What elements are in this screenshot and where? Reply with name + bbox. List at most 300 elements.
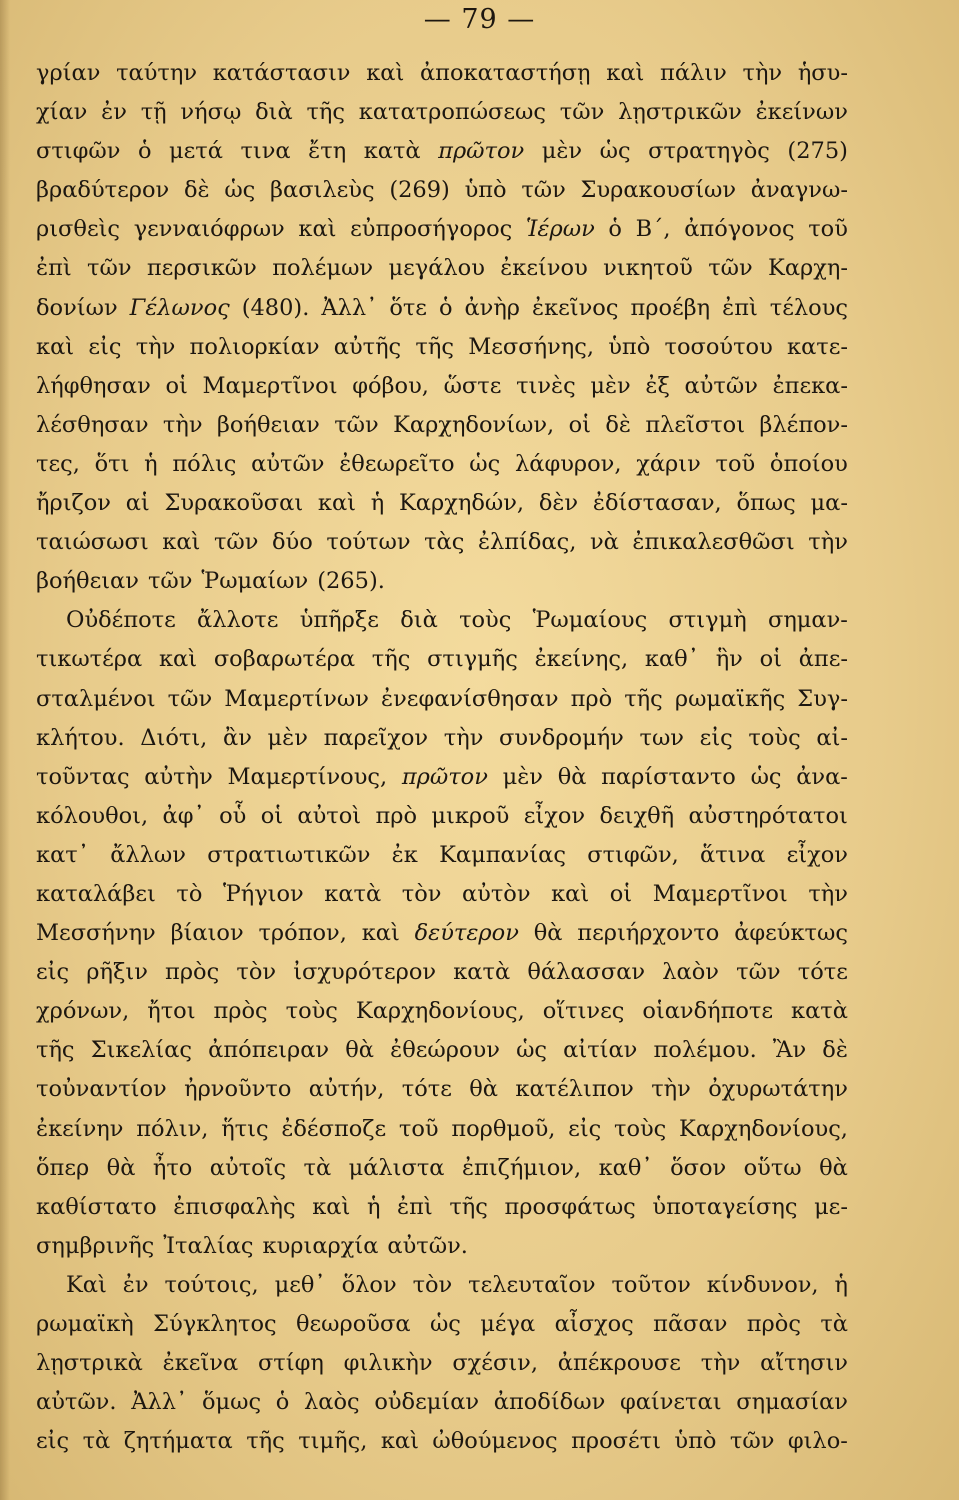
word: οἱ xyxy=(165,372,188,399)
word: μέγα xyxy=(480,1311,536,1337)
word: οἱ xyxy=(759,646,782,673)
word: αὐτῶν xyxy=(684,372,758,399)
word: Μαμερτῖνοι xyxy=(202,372,338,399)
word: τῆς xyxy=(624,685,663,712)
word: νήσῳ xyxy=(180,99,242,126)
word: μεθ᾽ xyxy=(274,1271,326,1298)
word: περιήρχοντο xyxy=(577,920,720,947)
word: τότε xyxy=(797,959,848,986)
word: φαίνεται xyxy=(619,1389,722,1416)
word: ὁποίου xyxy=(769,450,848,477)
text-line xyxy=(36,1110,848,1149)
word: τὴν xyxy=(808,880,848,907)
word: τῶν xyxy=(736,959,781,986)
word: Μαμερτῖνοι xyxy=(652,880,788,907)
word: ἤτοι xyxy=(147,998,196,1025)
word: σχέσιν, xyxy=(452,1350,538,1377)
word: κατάστασιν xyxy=(212,60,351,86)
word: αἰ- xyxy=(816,724,848,751)
word: ὅμως xyxy=(201,1389,262,1416)
word: φιλο- xyxy=(787,1428,848,1455)
word: τέλους xyxy=(769,294,848,321)
word: ἐκείνου xyxy=(500,255,588,282)
word: τοὺς xyxy=(459,607,512,634)
word: τοὺς xyxy=(614,1115,667,1142)
word: τὸν xyxy=(236,959,277,986)
word: ἐνεφανίσθησαν xyxy=(381,685,559,712)
word: αὐτῶν xyxy=(251,450,325,477)
word: θὰ xyxy=(469,1076,499,1103)
word: μάλιστα xyxy=(348,1154,445,1181)
word: Συρακουσίων xyxy=(580,177,737,204)
word: Διότι, xyxy=(140,724,208,751)
word: εὐπροσήγορος xyxy=(350,216,513,243)
word: δεύτερον xyxy=(414,920,519,947)
word: ἡσυ- xyxy=(797,60,848,86)
word: ὡς xyxy=(750,763,782,790)
word: τῶν xyxy=(521,177,566,204)
word: ἐκεῖνος xyxy=(532,294,619,321)
word: καὶ xyxy=(162,529,201,556)
word: ἐπὶ xyxy=(36,255,72,282)
word: μὲν xyxy=(590,372,631,399)
word: Καὶ xyxy=(66,1271,107,1298)
word: ὅτι xyxy=(94,450,130,477)
word: ἐκείνην xyxy=(36,1115,124,1142)
word: οἵτινες xyxy=(542,998,625,1025)
word: τῶν xyxy=(559,99,605,126)
word: τὰ xyxy=(82,1428,111,1455)
word: ἀνὴρ xyxy=(464,294,521,321)
word: καὶ xyxy=(158,646,198,673)
word: ὡς xyxy=(599,138,631,165)
word: αὐστηρότατοι xyxy=(688,802,848,829)
word: τὴν xyxy=(700,1350,741,1377)
text-line xyxy=(36,406,848,445)
word: λῃστρικὰ xyxy=(36,1350,143,1377)
word: τῶν xyxy=(147,568,193,595)
word: κατ᾽ xyxy=(36,841,89,868)
word: ἐπιζήμιον, xyxy=(461,1154,582,1181)
word: Σικελίας xyxy=(90,1037,193,1064)
word: τὴν xyxy=(443,724,484,751)
word: πρὸς xyxy=(746,1311,801,1337)
word: ἀφεύκτως xyxy=(734,920,848,947)
word: πολέμων xyxy=(272,255,374,282)
word: βοήθειαν xyxy=(36,568,139,595)
word: νὰ xyxy=(589,529,619,556)
word: ἀποκαταστήσῃ xyxy=(419,60,591,86)
word: προσέτι xyxy=(571,1428,661,1455)
word: τοὺς xyxy=(748,724,801,751)
word: Μαμερτίνους, xyxy=(227,763,388,790)
text-line xyxy=(36,601,848,640)
word: ἀναγνω- xyxy=(750,177,848,204)
word: ὁ xyxy=(275,1389,290,1416)
word: στιφῶν xyxy=(36,138,121,165)
word: καὶ xyxy=(366,60,405,86)
word: τοὺς xyxy=(285,998,338,1025)
word: τὸν xyxy=(412,1271,453,1298)
word: αἰτίαν xyxy=(563,1037,638,1064)
word: εἰς xyxy=(699,724,733,751)
word: ἐκείνων xyxy=(755,99,848,126)
word: οὗ xyxy=(219,802,247,829)
word: Σύγκλητος xyxy=(153,1311,277,1337)
word: μα- xyxy=(810,490,848,517)
word: καὶ xyxy=(551,880,590,907)
word: τῆς xyxy=(36,1037,75,1064)
word: πόλιν, xyxy=(136,1115,209,1142)
word: ὀχυρωτάτην xyxy=(708,1076,848,1103)
word: σταλμένοι xyxy=(36,685,156,712)
word: αὐτοὶ xyxy=(297,802,362,829)
word: ὑπὸ xyxy=(674,1428,717,1455)
word: αὐτήν, xyxy=(308,1076,385,1103)
word: τῆς xyxy=(371,646,411,673)
word: Ἀλλ᾽ xyxy=(131,1389,188,1416)
word: τὰ xyxy=(303,1154,332,1181)
word: Συγ- xyxy=(797,685,848,712)
word: ὅτε xyxy=(389,294,427,321)
word: τῆς xyxy=(415,333,454,360)
word: τούτοις, xyxy=(164,1271,259,1298)
word: αἶσχος xyxy=(554,1311,634,1337)
word: μικροῦ xyxy=(431,802,510,829)
word: Ῥήγιον xyxy=(222,880,304,907)
word: κατέλιπον xyxy=(515,1076,634,1103)
word: τούτων xyxy=(326,529,411,556)
word: αὐτῶν. xyxy=(387,1232,468,1259)
text-line xyxy=(36,1266,848,1305)
word: τρόπον, xyxy=(258,920,347,947)
text-line xyxy=(36,1422,848,1461)
word: καὶ xyxy=(317,490,356,517)
word: θὰ xyxy=(533,920,563,947)
word: ὑπὸ xyxy=(608,333,651,360)
word: τὸν xyxy=(401,880,442,907)
word: καθίστατο xyxy=(36,1193,157,1220)
word: οὕτω xyxy=(743,1154,802,1181)
word: δὲ xyxy=(822,1037,848,1064)
text-line xyxy=(36,1227,848,1266)
word: (480). xyxy=(241,294,310,321)
text-line xyxy=(36,93,848,132)
word: πρὸς xyxy=(165,959,220,986)
word: Ῥωμαίων xyxy=(201,568,309,595)
word: καὶ xyxy=(606,60,645,86)
word: ἤριζον xyxy=(36,490,111,517)
word: ἐθεώρουν xyxy=(390,1037,500,1064)
word: κατατροπώσεως xyxy=(358,99,546,126)
word: ἀπόπειραν xyxy=(208,1037,330,1064)
text-line xyxy=(36,797,848,836)
word: στιφῶν, xyxy=(587,841,679,868)
word: πρῶτον xyxy=(401,763,488,790)
word: (269) xyxy=(389,177,450,204)
word: δύο xyxy=(272,529,313,556)
word: καὶ xyxy=(380,1428,419,1455)
word: αὐτῆς xyxy=(333,333,402,360)
word: κίνδυνον, xyxy=(706,1271,819,1298)
word: οἱ xyxy=(568,411,591,438)
word: δὲν xyxy=(538,490,579,517)
word: ἐκ xyxy=(391,841,418,868)
word: παρεῖχον xyxy=(323,724,429,751)
word: ὁ xyxy=(608,216,622,243)
word: ἀπόγονος xyxy=(684,216,795,243)
word: στιγμῆς xyxy=(427,646,518,673)
text-line xyxy=(36,875,848,914)
word: κατὰ xyxy=(363,138,421,165)
word: ἐδίστασαν, xyxy=(592,490,722,517)
text-line xyxy=(36,1070,848,1109)
page-binding-shadow xyxy=(0,0,10,1500)
word: ρῆξιν xyxy=(86,959,148,986)
text-line xyxy=(36,914,848,953)
word: λάφυρον, xyxy=(514,450,622,477)
text-line xyxy=(36,210,848,249)
text-line xyxy=(36,562,848,601)
word: τελευταῖον xyxy=(468,1271,596,1298)
word: τινὲς xyxy=(516,372,576,399)
text-line xyxy=(36,1188,848,1227)
word: τοῦ xyxy=(715,450,756,477)
word: ὠθούμενος xyxy=(432,1428,558,1455)
word: θεωροῦσα xyxy=(295,1311,411,1337)
word: μετά xyxy=(169,138,223,165)
word: σημαν- xyxy=(767,607,848,634)
word: χρόνων, xyxy=(36,998,130,1025)
word: εἰς xyxy=(36,959,70,986)
word: ὅπως xyxy=(736,490,796,517)
word: αὐτοῖς xyxy=(209,1154,287,1181)
word: νικητοῦ xyxy=(603,255,693,282)
word: δονίων xyxy=(36,294,118,321)
word: τῇ xyxy=(140,99,167,126)
word: ὅσον xyxy=(670,1154,727,1181)
text-line xyxy=(36,992,848,1031)
text-line xyxy=(36,328,848,367)
word: πρὸς xyxy=(213,998,268,1025)
word: σοβαρωτέρα xyxy=(213,646,356,673)
word: ἐν xyxy=(122,1271,149,1298)
text-line xyxy=(36,1149,848,1188)
word: οὐδεμίαν xyxy=(374,1389,480,1416)
word: φόβου, xyxy=(352,372,429,399)
word: ἐκεῖνα xyxy=(162,1350,239,1377)
word: με- xyxy=(814,1193,848,1220)
word: Καρχηδονίων, xyxy=(393,411,555,438)
word: ἀποδίδων xyxy=(493,1389,606,1416)
word: ἐθεωρεῖτο xyxy=(339,450,455,477)
word: πόλις xyxy=(172,450,237,477)
word: Ἰταλίας xyxy=(163,1232,254,1259)
word: ρωμαϊκὴ xyxy=(36,1311,134,1337)
text-line xyxy=(36,719,848,758)
word: θὰ xyxy=(819,1154,848,1181)
word: Καμπανίας xyxy=(439,841,566,868)
word: ὡς xyxy=(224,177,256,204)
word: προέβη xyxy=(630,294,711,321)
word: καὶ xyxy=(36,333,75,360)
word: περσικῶν xyxy=(146,255,257,282)
word: προσφάτως xyxy=(504,1193,636,1220)
text-line xyxy=(36,484,848,523)
word: ἡ xyxy=(370,490,385,517)
word: τινα xyxy=(240,138,291,165)
word: Καρχηδονίους, xyxy=(355,998,525,1025)
text-line xyxy=(36,640,848,679)
word: ὡς xyxy=(429,1311,461,1337)
word: γρίαν xyxy=(36,60,101,86)
word: ἐκείνης, xyxy=(534,646,629,673)
word: ἐλπίδας, xyxy=(477,529,577,556)
page-number: — 79 — xyxy=(423,4,536,35)
word: ὁ xyxy=(438,294,453,321)
text-line xyxy=(36,953,848,992)
word: αὐτὴν xyxy=(144,763,213,790)
word: κλήτου. xyxy=(36,724,125,751)
word: ταιώσωσι xyxy=(36,529,149,556)
word: Καρχη- xyxy=(768,255,848,282)
word: κατε- xyxy=(787,333,848,360)
word: εἶχον xyxy=(523,802,586,829)
word: ἄλλων xyxy=(110,841,186,868)
word: φιλικὴν xyxy=(343,1350,433,1377)
word: συνδρομήν xyxy=(499,724,624,751)
word: των xyxy=(639,724,684,751)
word: Ἀλλ᾽ xyxy=(321,294,378,321)
word: διὰ xyxy=(400,607,438,634)
text-line xyxy=(36,132,848,171)
word: Μεσσήνην xyxy=(36,920,156,947)
word: ἀπέκρουσε xyxy=(557,1350,681,1377)
word: σημασίαν xyxy=(736,1389,848,1416)
word: τῆς xyxy=(306,99,345,126)
word: βίαιον xyxy=(170,920,244,947)
word: τὰ xyxy=(820,1311,848,1337)
word: τὴν xyxy=(135,333,176,360)
word: λέσθησαν xyxy=(36,411,149,438)
word: ὡς xyxy=(469,450,501,477)
word: δειχθῆ xyxy=(599,802,675,829)
word: Ἱέρων xyxy=(525,216,595,243)
word: ὅλον xyxy=(341,1271,397,1298)
word: βραδύτερον xyxy=(36,177,170,204)
word: πᾶσαν xyxy=(653,1311,728,1337)
word: καὶ xyxy=(361,920,400,947)
word: αἱ xyxy=(125,490,150,517)
word: θὰ xyxy=(557,763,587,790)
word: στρατιωτικῶν xyxy=(207,841,371,868)
word: Συρακοῦσαι xyxy=(164,490,304,517)
word: τοσούτου xyxy=(664,333,773,360)
word: Μαμερτίνων xyxy=(224,685,369,712)
word: πολιορκίαν xyxy=(189,333,320,360)
word: Μεσσήνης, xyxy=(468,333,594,360)
word: αὐτῶν. xyxy=(36,1389,117,1416)
text-line xyxy=(36,680,848,719)
word: ἡ xyxy=(834,1271,848,1298)
word: εἰς xyxy=(88,333,122,360)
word: στρατηγὸς xyxy=(648,138,770,165)
word: πρῶτον xyxy=(438,138,525,165)
word: δὲ xyxy=(605,411,631,438)
text-line xyxy=(36,758,848,797)
word: ἡ xyxy=(144,450,158,477)
word: θὰ xyxy=(345,1037,374,1064)
text-line xyxy=(36,445,848,484)
word: θάλασσαν xyxy=(527,959,646,986)
word: ἀφ᾽ xyxy=(162,802,205,829)
word: διὰ xyxy=(255,99,293,126)
word: λαὸς xyxy=(304,1389,360,1416)
word: τὴν xyxy=(742,60,783,86)
word: τῶν xyxy=(87,255,132,282)
word: βλέπον- xyxy=(759,411,848,438)
word: πρὸ xyxy=(375,802,418,829)
word: μεγάλου xyxy=(388,255,485,282)
text-line xyxy=(36,1344,848,1383)
word: ἀνα- xyxy=(796,763,848,790)
word: ταύτην xyxy=(116,60,198,86)
word: καθ᾽ xyxy=(644,646,699,673)
word: μὲν xyxy=(541,138,583,165)
word: τῶν xyxy=(167,685,213,712)
word: βασιλεὺς xyxy=(270,177,375,204)
word: παρίσταντο xyxy=(601,763,736,790)
word: θὰ xyxy=(106,1154,136,1181)
word: κατὰ xyxy=(791,998,848,1025)
word: μὲν xyxy=(502,763,543,790)
word: τῶν xyxy=(213,529,259,556)
word: ἀπε- xyxy=(798,646,848,673)
word: ἐξ xyxy=(645,372,670,399)
word: τῆς xyxy=(449,1193,488,1220)
word: ἐπὶ xyxy=(397,1193,433,1220)
word: τικωτέρα xyxy=(36,646,143,673)
word: λήφθησαν xyxy=(36,372,151,399)
word: ἠρνοῦντο xyxy=(184,1076,292,1103)
word: οἱ xyxy=(609,880,633,907)
word: κόλουθοι, xyxy=(36,802,149,829)
text-line xyxy=(36,1031,848,1070)
word: γενναιόφρων xyxy=(133,216,285,243)
word: ὥστε xyxy=(443,372,502,399)
word: πολέμου. xyxy=(653,1037,757,1064)
word: δὲ xyxy=(183,177,210,204)
word: κυριαρχία xyxy=(262,1232,379,1259)
word: πάλιν xyxy=(660,60,727,86)
word: βοήθειαν xyxy=(216,411,320,438)
word: λαὸν xyxy=(662,959,719,986)
word: μὲν xyxy=(267,724,308,751)
word: ἣν xyxy=(715,646,743,673)
word: αὐτὸν xyxy=(461,880,531,907)
word: κατὰ xyxy=(324,880,382,907)
word: τὴν xyxy=(651,1076,691,1103)
word: Καρχηδονίους, xyxy=(679,1115,848,1142)
word: πλεῖστοι xyxy=(645,411,746,438)
word: ὑπῆρξε xyxy=(299,607,379,634)
text-line xyxy=(36,171,848,210)
word: (265). xyxy=(317,568,385,595)
word: τοὐναντίον xyxy=(36,1076,167,1103)
word: στίφη xyxy=(257,1350,324,1377)
word: τῶν xyxy=(729,1428,775,1455)
word: τῶν xyxy=(708,255,753,282)
